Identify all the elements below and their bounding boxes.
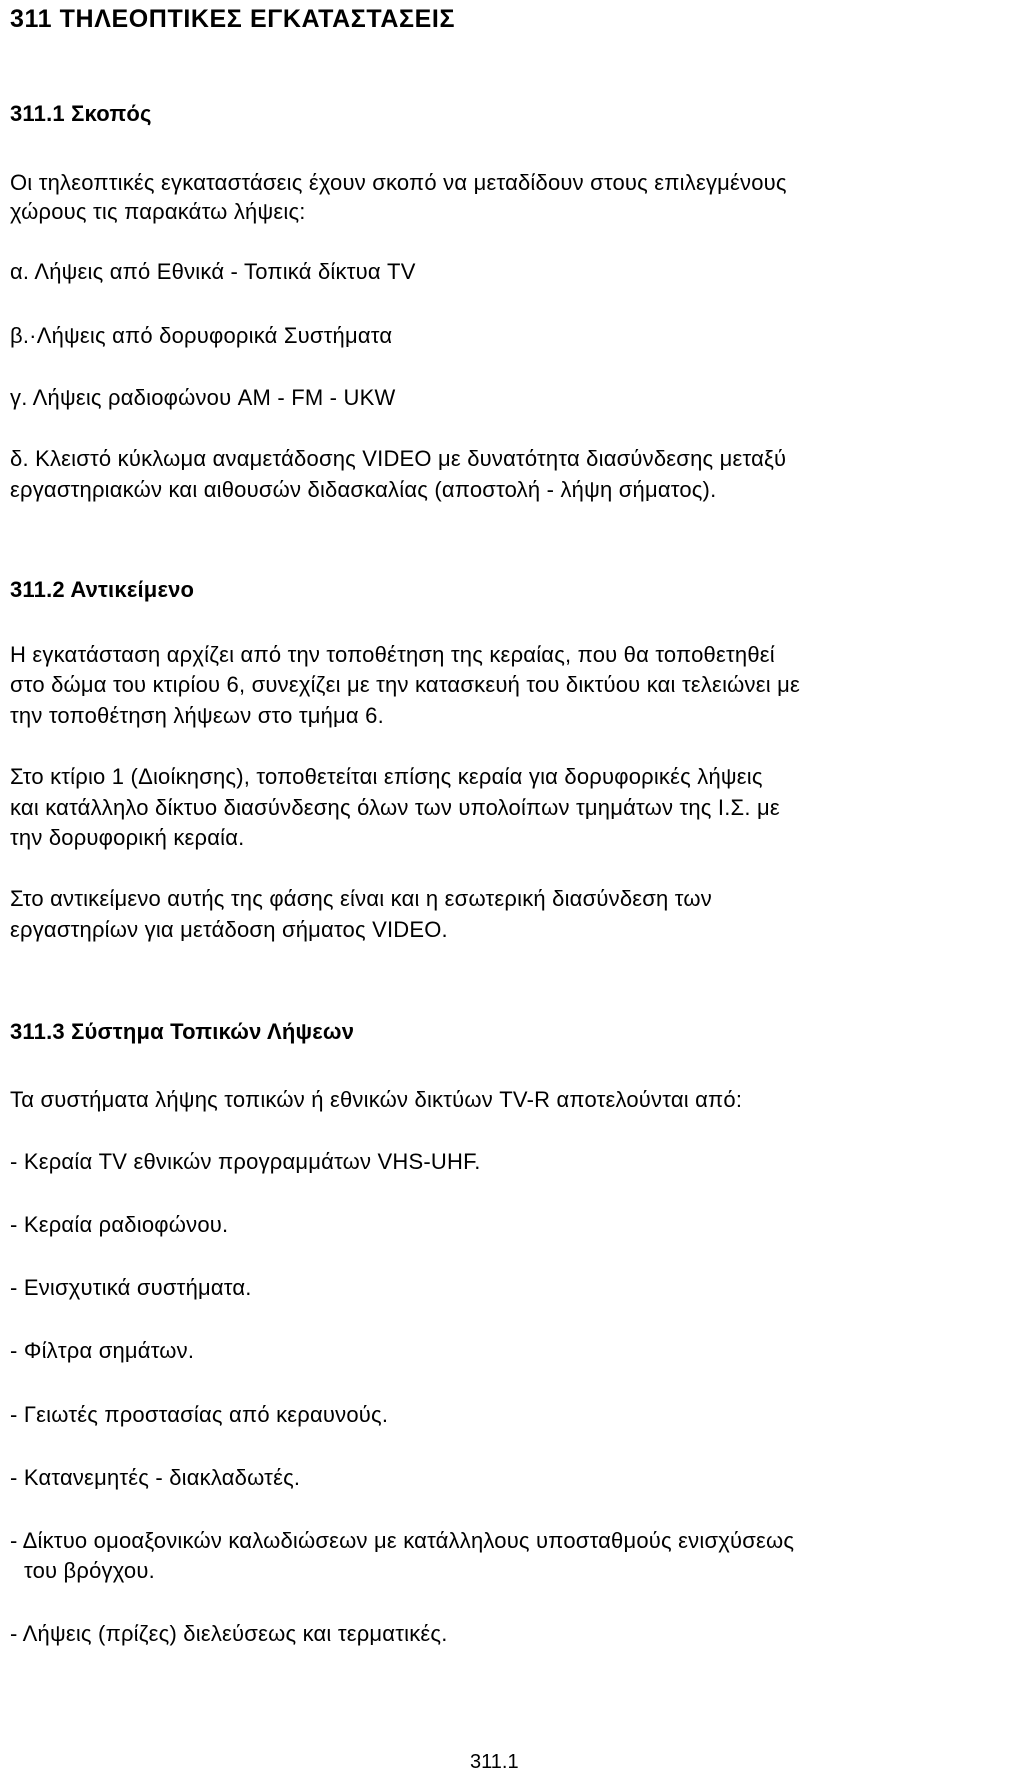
- paragraph-line: στο δώμα του κτιρίου 6, συνεχίζει με την κατασκευή του δικτύου και τελειώνει με: [10, 672, 801, 697]
- section-heading-object: 311.2 Αντικείμενο: [10, 577, 195, 602]
- paragraph-line: και κατάλληλο δίκτυο διασύνδεσης όλων των υπολοίπων τμημάτων της Ι.Σ. με: [10, 795, 780, 820]
- paragraph-line: χώρους τις παρακάτω λήψεις:: [10, 199, 306, 224]
- list-item-continuation: εργαστηριακών και αιθουσών διδασκαλίας (αποστολή - λήψη σήματος).: [10, 477, 717, 502]
- page-number: 311.1: [470, 1751, 519, 1773]
- page-title: 311 ΤΗΛΕΟΠΤΙΚΕΣ ΕΓΚΑΤΑΣΤΑΣΕΙΣ: [10, 5, 456, 33]
- list-item: - Λήψεις (πρίζες) διελεύσεως και τερματικές.: [10, 1621, 448, 1646]
- list-item: - Ενισχυτικά συστήματα.: [10, 1275, 252, 1300]
- list-item: - Γειωτές προστασίας από κεραυνούς.: [10, 1402, 389, 1427]
- list-item: - Φίλτρα σημάτων.: [10, 1338, 195, 1363]
- paragraph-line: Η εγκατάσταση αρχίζει από την τοποθέτηση της κεραίας, που θα τοποθετηθεί: [10, 642, 775, 667]
- list-item: β.·Λήψεις από δορυφορικά Συστήματα: [10, 323, 393, 348]
- paragraph-line: Στο αντικείμενο αυτής της φάσης είναι και η εσωτερική διασύνδεση των: [10, 886, 712, 911]
- paragraph-line: την τοποθέτηση λήψεων στο τμήμα 6.: [10, 703, 384, 728]
- paragraph-line: εργαστηρίων για μετάδοση σήματος VIDEO.: [10, 917, 448, 942]
- paragraph-line: Οι τηλεοπτικές εγκαταστάσεις έχουν σκοπό να μεταδίδουν στους επιλεγμένους: [10, 170, 787, 195]
- list-item: - Κατανεμητές - διακλαδωτές.: [10, 1465, 301, 1490]
- section-heading-purpose: 311.1 Σκοπός: [10, 101, 152, 126]
- paragraph-line: την δορυφορική κεραία.: [10, 825, 245, 850]
- list-item: - Κεραία ραδιοφώνου.: [10, 1212, 229, 1237]
- list-item: - Δίκτυο ομοαξονικών καλωδιώσεων με κατάλληλους υποσταθμούς ενισχύσεως: [10, 1528, 795, 1553]
- list-item: γ. Λήψεις ραδιοφώνου AM - FM - UKW: [10, 385, 396, 410]
- list-item-continuation: του βρόγχου.: [24, 1558, 155, 1583]
- list-item: δ. Κλειστό κύκλωμα αναμετάδοσης VIDEO με δυνατότητα διασύνδεσης μεταξύ: [10, 446, 787, 471]
- list-item: - Κεραία TV εθνικών προγραμμάτων VHS-UHF.: [10, 1149, 481, 1174]
- paragraph-line: Τα συστήματα λήψης τοπικών ή εθνικών δικτύων TV-R αποτελούνται από:: [10, 1087, 743, 1112]
- section-heading-local-reception: 311.3 Σύστημα Τοπικών Λήψεων: [10, 1019, 355, 1044]
- paragraph-line: Στο κτίριο 1 (Διοίκησης), τοποθετείται επίσης κεραία για δορυφορικές λήψεις: [10, 764, 763, 789]
- list-item: α. Λήψεις από Εθνικά - Τοπικά δίκτυα TV: [10, 259, 416, 284]
